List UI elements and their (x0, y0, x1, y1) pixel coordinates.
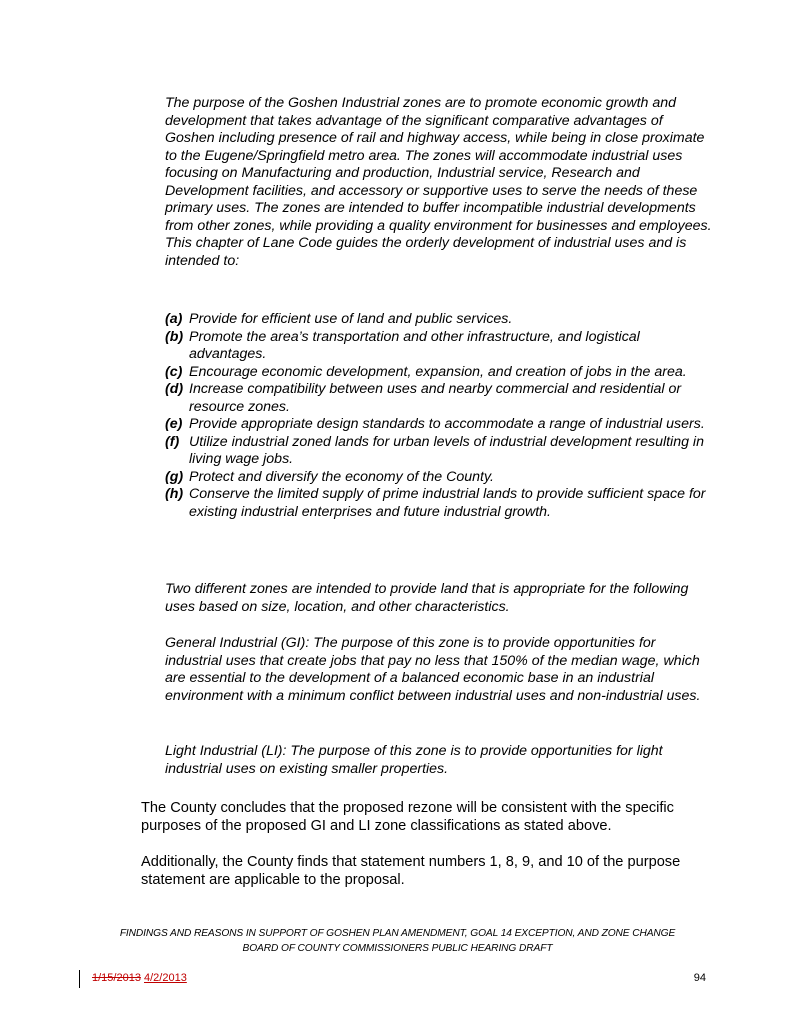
purpose-item-text: Promote the area’s transportation and other infrastructure, and logistical advantages. (189, 328, 640, 362)
purpose-item-label: (b) (165, 328, 184, 345)
purpose-item-a (165, 311, 713, 329)
general-industrial-section (165, 635, 713, 705)
goshen-purpose-intro (165, 95, 713, 270)
light-industrial-paragraph: Light Industrial (LI): The purpose of this zone is to provide opportunities for light industrial uses on existing smaller properties. (165, 743, 663, 777)
purpose-item-b (165, 329, 713, 364)
purpose-item-text: Encourage economic development, expansion, and creation of jobs in the area. (189, 363, 687, 380)
purpose-item-label: (g) (165, 468, 184, 485)
deleted-date: 1/15/2013 (92, 972, 141, 984)
additional-findings-section (141, 853, 716, 889)
purpose-item-f (165, 434, 713, 469)
intro-paragraph: The purpose of the Goshen Industrial zones are to promote economic growth and development that takes advantage of the significant comparative advantages of Goshen including presence of rail and highway access, while being in close proximate to the Eugene/Springfield metro area. The zones will accommodate industrial uses focusing on Manufacturing and production, Industrial service, Research and Development facilities, and accessory or supportive uses to serve the needs of these primary uses. The zones are intended to buffer incompatible industrial developments from other zones, while providing a quality environment for businesses and employees. This chapter of Lane Code guides the orderly development of industrial uses and is intended to: (165, 95, 712, 269)
general-industrial-paragraph: General Industrial (GI): The purpose of this zone is to provide opportunities for industrial uses that create jobs that pay no less that 150% of the median wage, which are essential to the development of a balanced economic base in an industrial environment with a minimum conflict between industrial uses and non-industrial uses. (165, 635, 701, 704)
purpose-item-label: (c) (165, 363, 183, 380)
purpose-item-c (165, 364, 713, 382)
purpose-item-text: Provide appropriate design standards to accommodate a range of industrial users. (189, 416, 705, 432)
footer-line-1: FINDINGS AND REASONS IN SUPPORT OF GOSHEN PLAN AMENDMENT, GOAL 14 EXCEPTION, AND ZONE CHANGE (119, 928, 676, 939)
conclusion-section (141, 799, 716, 835)
revision-bar (79, 970, 80, 988)
page-footer (80, 927, 715, 956)
purpose-item-text: Utilize industrial zoned lands for urban levels of industrial development resulting in living wage jobs. (189, 433, 704, 467)
purpose-item-h (165, 486, 713, 521)
purpose-item-text: Provide for efficient use of land and public services. (189, 311, 513, 327)
footer-line-2: BOARD OF COUNTY COMMISSIONERS PUBLIC HEARING DRAFT (242, 942, 553, 954)
purpose-item-e (165, 416, 713, 434)
inserted-date: 4/2/2013 (144, 972, 187, 984)
conclusion-paragraph: The County concludes that the proposed rezone will be consistent with the specific purposes of the proposed GI and LI zone classifications as stated above. (141, 800, 674, 834)
purpose-item-text: Increase compatibility between uses and nearby commercial and residential or resource zones. (189, 381, 682, 415)
purpose-item-text: Protect and diversify the economy of the County. (189, 468, 494, 485)
page-number: 94 (693, 972, 706, 984)
purpose-item-d (165, 381, 713, 416)
purpose-item-text: Conserve the limited supply of prime industrial lands to provide sufficient space for existing industrial enterprises and future industrial growth. (189, 486, 706, 520)
purpose-item-label: (a) (165, 311, 183, 327)
purpose-item-label: (h) (165, 486, 184, 502)
revision-date (92, 972, 187, 984)
two-zones-section (165, 581, 713, 616)
light-industrial-section (165, 743, 713, 778)
purpose-item-label: (e) (165, 416, 183, 432)
purpose-item-label: (d) (165, 381, 184, 397)
purpose-list (165, 311, 713, 521)
two-zones-paragraph: Two different zones are intended to provide land that is appropriate for the following uses based on size, location, and other characteristics. (165, 581, 689, 615)
purpose-item-g (165, 469, 713, 487)
purpose-item-label: (f) (165, 433, 180, 450)
additional-findings-paragraph: Additionally, the County finds that statement numbers 1, 8, 9, and 10 of the purpose statement are applicable to the proposal. (141, 854, 681, 888)
